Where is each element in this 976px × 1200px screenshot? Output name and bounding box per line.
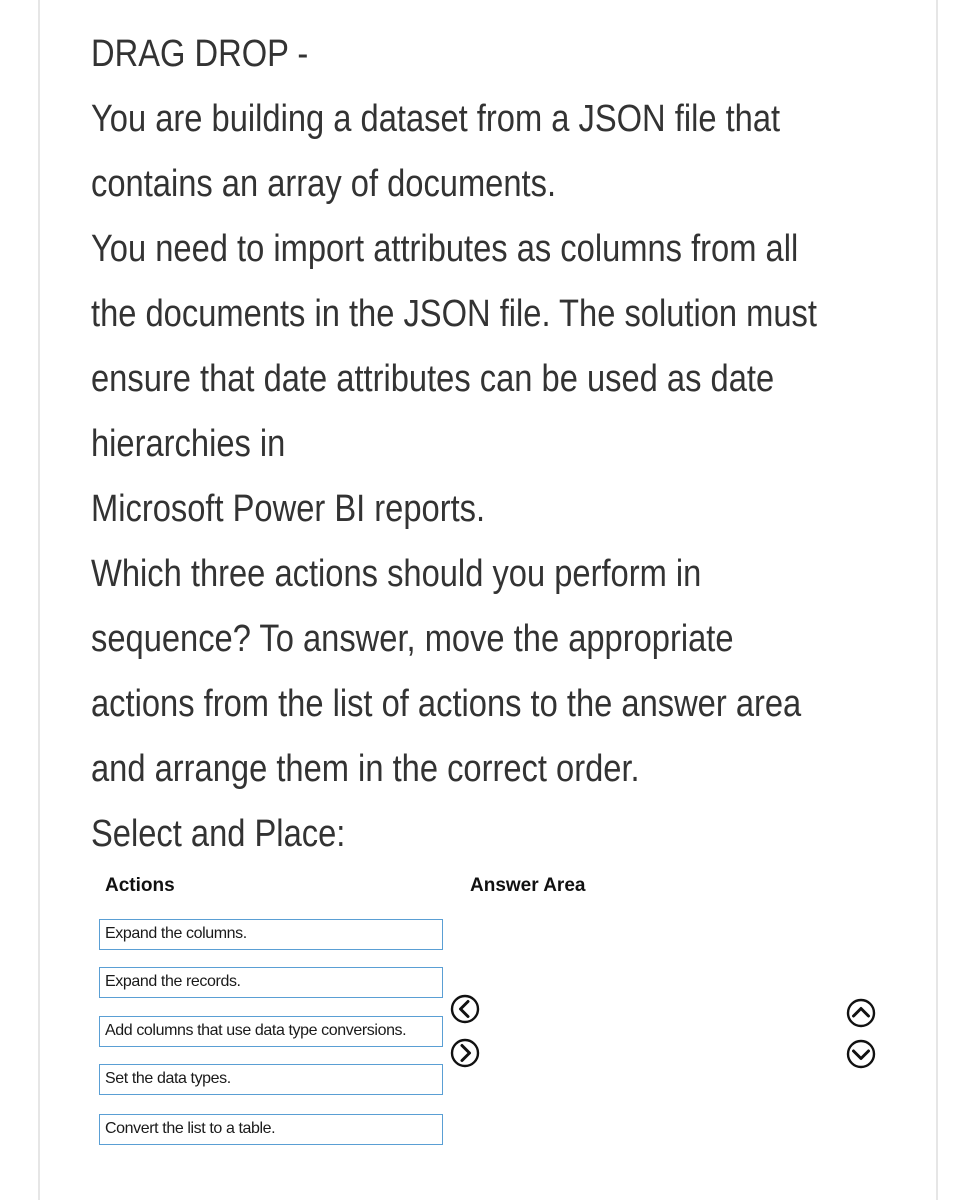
left-border (38, 0, 40, 1200)
question-line: Microsoft Power BI reports. (91, 488, 486, 530)
question-line: You need to import attributes as columns from all (91, 228, 799, 270)
action-item-expand-records[interactable]: Expand the records. (99, 967, 443, 998)
chevron-right-circle-icon (450, 1038, 480, 1068)
question-line: ensure that date attributes can be used as date (91, 358, 775, 400)
action-item-set-data-types[interactable]: Set the data types. (99, 1064, 443, 1095)
question-line: You are building a dataset from a JSON file that (91, 98, 781, 140)
actions-heading: Actions (105, 875, 175, 896)
question-line: hierarchies in (91, 423, 286, 465)
question-line: actions from the list of actions to the answer area (91, 683, 802, 725)
chevron-down-circle-icon (846, 1039, 876, 1069)
action-item-expand-columns[interactable]: Expand the columns. (99, 919, 443, 950)
chevron-left-circle-icon (450, 994, 480, 1024)
question-text (91, 22, 817, 867)
right-border (936, 0, 938, 1200)
question-line: DRAG DROP - (91, 33, 309, 75)
action-item-convert-list-to-table[interactable]: Convert the list to a table. (99, 1114, 443, 1145)
question-line: and arrange them in the correct order. (91, 748, 640, 790)
chevron-up-circle-icon (846, 998, 876, 1028)
question-line: the documents in the JSON file. The solution must (91, 293, 817, 335)
answer-area-heading: Answer Area (470, 875, 586, 896)
question-line: Which three actions should you perform in (91, 553, 702, 595)
action-item-add-columns-conversions[interactable]: Add columns that use data type conversions. (99, 1016, 443, 1047)
move-left-button[interactable] (450, 994, 480, 1024)
move-down-button[interactable] (846, 1039, 876, 1069)
move-right-button[interactable] (450, 1038, 480, 1068)
question-line: Select and Place: (91, 813, 346, 855)
move-up-button[interactable] (846, 998, 876, 1028)
question-line: sequence? To answer, move the appropriate (91, 618, 734, 660)
question-line: contains an array of documents. (91, 163, 557, 205)
